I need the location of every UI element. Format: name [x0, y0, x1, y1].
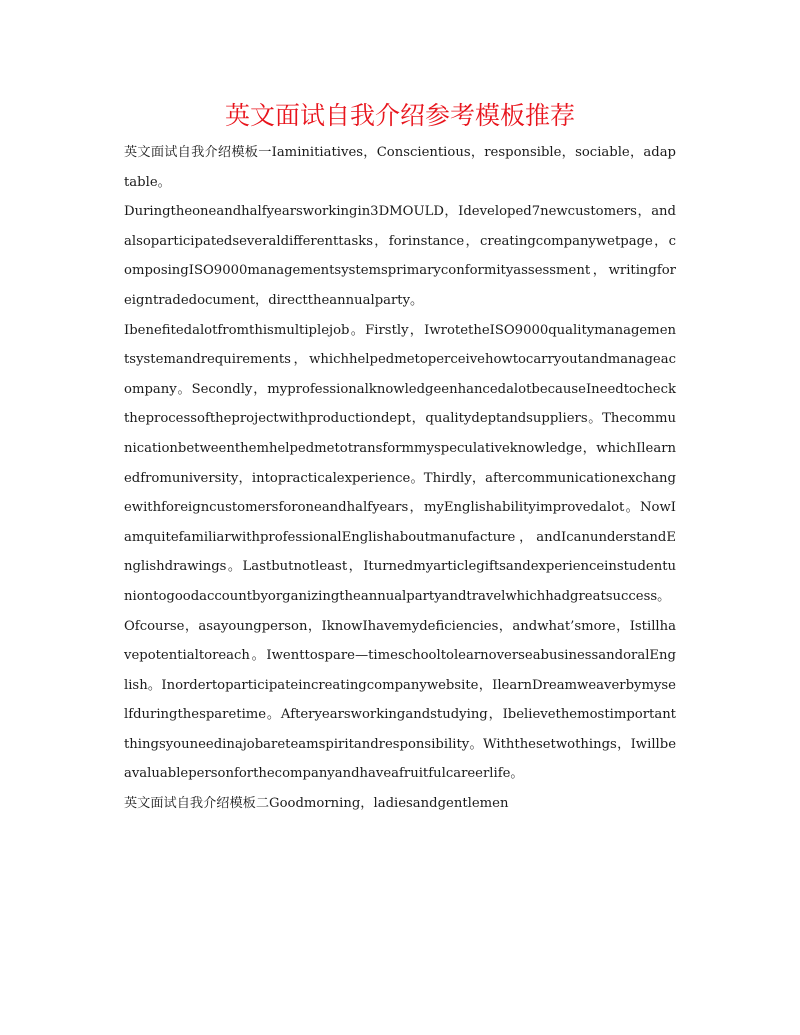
paragraph-template-two: 英文面试自我介绍模板二Goodmorning，ladiesandgentlemen: [124, 796, 509, 812]
document-title: 英文面试自我介绍参考模板推荐: [224, 101, 575, 130]
paragraph-intro: 英文面试自我介绍模板一Iaminitiatives，Conscientious，responsible，sociable，adaptable。: [124, 145, 676, 190]
paragraph-deficiencies: Ofcourse，asayoungperson，IknowIhavemydeficiencies，andwhat’smore，Istillhavepotentialtoreach。Iwenttospare—timeschooltolearnoverseabusinessandoralEnglish。Inordertoparticipateincreatingcompanywebsite，IlearnDreamweaverbymyselfduringthesparetime。Afteryearsworkingandstudying，Ibelievethemostimportantthingsyouneedinajobareteamspiritandresponsibility。Withthesetwothings，Iwillbeavaluablepersonforthecompanyandhaveafruitfulcareerlife。: [124, 618, 676, 782]
document-body: [124, 138, 676, 819]
paragraph-experience: Duringtheoneandhalfyearsworkingin3DMOULD，Ideveloped7newcustomers，andalsoparticipatedseveraldifferenttasks，forinstance，creatingcompanywetpage，composingISO9000managementsystemsprimaryconformityassessment，writingforeigntradedocument，directtheannualparty。: [124, 204, 676, 308]
paragraph-benefits: Ibenefitedalotfromthismultiplejob。Firstly，IwrotetheISO9000qualitymanagementsystemandrequirements，whichhelpedmetoperceivehowtocarryoutandmanageacompany。Secondly，myprofessionalknowledgeenhancedalotbecauseIneedtochecktheprocessoftheprojectwithproductiondept，qualitydeptandsuppliers。Thecommunicationbetweenthemhelpedmetotransformmyspeculativeknowledge，whichIlearnedfromuniversity，intopracticalexperience。Thirdly，aftercommunicationexchangewithforeigncustomersforoneandhalfyears，myEnglishabilityimprovedalot。NowIamquitefamiliarwithprofessionalEnglishaboutmanufacture，andIcanunderstandEnglishdrawings。Lastbutnotleast，Iturnedmyarticlegiftsandexperienceinstudentuniontogoodaccountbyorganizingtheannualpartyandtravelwhichhadgreatsuccess。: [124, 322, 676, 604]
